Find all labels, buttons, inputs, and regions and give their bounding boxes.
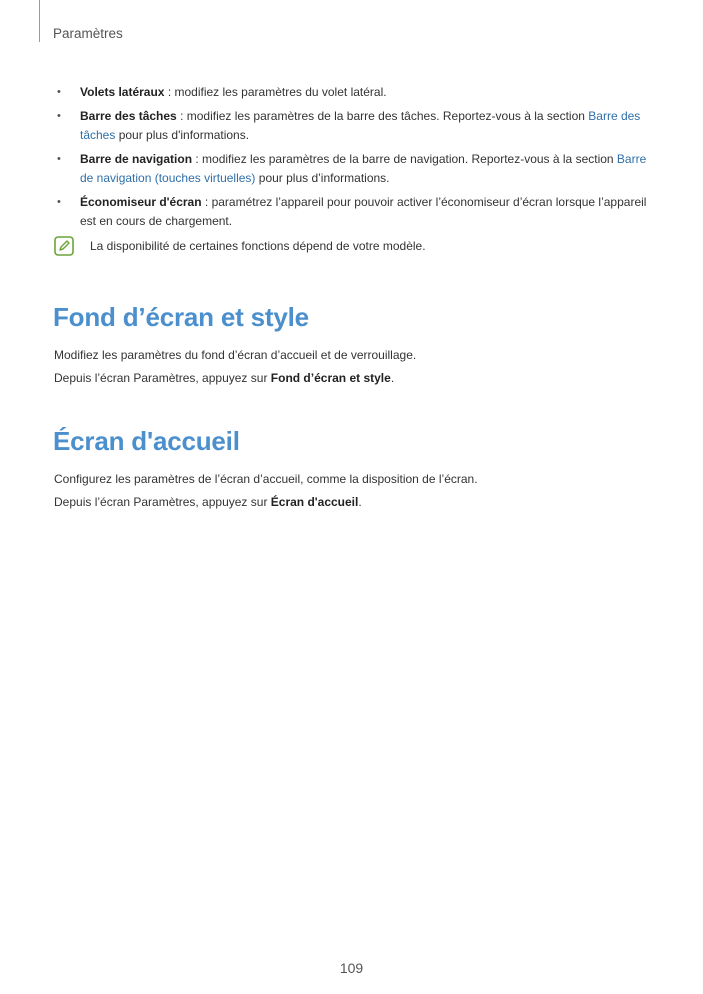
instruction-suffix: .	[358, 495, 362, 509]
bullet-volets-lateraux	[54, 83, 654, 102]
bullet-term: Volets latéraux	[80, 85, 165, 99]
note-text: La disponibilité de certaines fonctions dépend de votre modèle.	[90, 239, 426, 253]
note-box	[54, 236, 654, 256]
header-divider	[39, 0, 40, 42]
settings-bullet-list	[54, 83, 654, 236]
section-description: Configurez les paramètres de l’écran d’accueil, comme la disposition de l’écran.	[54, 472, 478, 486]
bullet-term: Barre de navigation	[80, 152, 193, 166]
cross-reference-link[interactable]: Barre des tâches	[80, 109, 641, 142]
instruction-target: Fond d’écran et style	[270, 371, 391, 385]
bullet-dot-icon: •	[57, 86, 61, 98]
cross-reference-link[interactable]: Barre de navigation (touches virtuelles)	[80, 152, 647, 185]
bullet-dot-icon: •	[57, 110, 61, 122]
bullet-text-after: pour plus d'informations.	[115, 128, 250, 142]
bullet-text: : modifiez les paramètres de la barre de navigation. Reportez-vous à la section	[192, 152, 617, 166]
bullet-dot-icon: •	[57, 196, 61, 208]
instruction-prefix: Depuis l’écran Paramètres, appuyez sur	[54, 371, 271, 385]
bullet-term: Barre des tâches	[80, 109, 177, 123]
bullet-dot-icon: •	[57, 153, 61, 165]
instruction-prefix: Depuis l’écran Paramètres, appuyez sur	[54, 495, 271, 509]
bullet-text: : paramétrez l’appareil pour pouvoir activer l’économiseur d’écran lorsque l’appareil est en cours de chargement.	[80, 195, 647, 228]
section-instruction	[54, 494, 362, 510]
page-header-title: Paramètres	[53, 26, 123, 41]
instruction-suffix: .	[390, 371, 395, 385]
bullet-barre-de-navigation	[54, 150, 654, 188]
bullet-text: : modifiez les paramètres du volet latéral.	[164, 85, 387, 99]
bullet-economiseur-ecran	[54, 193, 654, 231]
section-instruction	[54, 370, 394, 386]
bullet-barre-des-taches	[54, 107, 654, 145]
bullet-text-after: pour plus d’informations.	[255, 171, 390, 185]
note-pencil-icon	[54, 236, 74, 256]
section-description: Modifiez les paramètres du fond d’écran d’accueil et de verrouillage.	[54, 348, 417, 362]
page-number: 109	[339, 960, 364, 976]
section-heading-fond-ecran: Fond d’écran et style	[53, 302, 309, 332]
bullet-term: Économiseur d'écran	[80, 195, 202, 209]
section-heading-ecran-accueil: Écran d'accueil	[53, 426, 240, 456]
bullet-text: : modifiez les paramètres de la barre des tâches. Reportez-vous à la section	[176, 109, 589, 123]
instruction-target: Écran d'accueil	[270, 495, 359, 509]
